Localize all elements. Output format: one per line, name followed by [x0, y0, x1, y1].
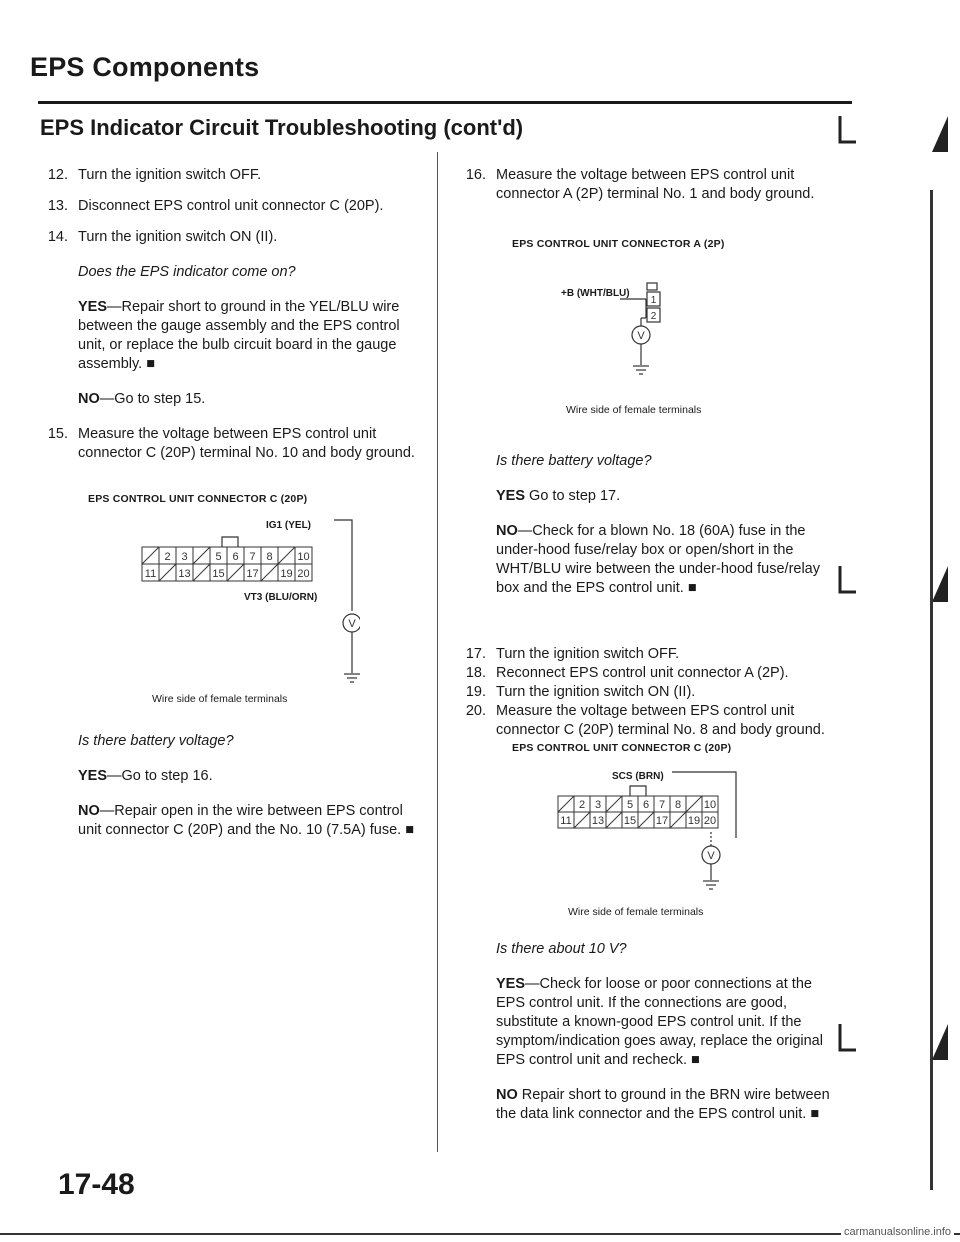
answer-no-3: NO—Check for a blown No. 18 (60A) fuse in the under-hood fuse/relay box or open/short in the WHT/BLU wire between the under-hood fuse/relay box and the EPS control unit. ■ — [496, 523, 820, 596]
question-indicator: Does the EPS indicator come on? — [78, 264, 296, 280]
svg-text:2: 2 — [650, 311, 657, 322]
pin-number: 11 — [560, 815, 572, 827]
pin-number: 5 — [215, 551, 222, 563]
step-19: 19. Turn the ignition switch ON (II). — [465, 684, 696, 700]
svg-text:V: V — [637, 330, 645, 342]
empty-cavity-mark — [193, 547, 210, 564]
step-20: 20. Measure the voltage between EPS control unit connector C (20P) terminal No. 8 and body ground. — [465, 703, 825, 738]
empty-cavity-mark — [142, 547, 159, 564]
pin-number: 19 — [280, 568, 293, 580]
connector-a-title: EPS CONTROL UNIT CONNECTOR A (2P) — [512, 238, 725, 250]
connector-pin-grid — [558, 796, 718, 828]
svg-text:V: V — [707, 850, 715, 862]
empty-cavity-mark — [686, 796, 702, 812]
left-column-lower — [78, 732, 428, 840]
empty-cavity-mark — [670, 812, 686, 828]
voltmeter-icon — [702, 832, 720, 880]
pin-number: 7 — [658, 799, 666, 811]
question-voltage-2: Is there battery voltage? — [496, 453, 652, 469]
wire-label-scs: SCS (BRN) — [612, 771, 664, 782]
voltmeter-icon — [343, 614, 360, 673]
title-divider — [38, 101, 852, 104]
question-voltage-1: Is there battery voltage? — [78, 733, 234, 749]
pin-number: 19 — [687, 815, 701, 827]
step-16: 16. Measure the voltage between EPS control unit connector A (2P) terminal No. 1 and body ground. — [465, 167, 815, 202]
ground-icon — [703, 881, 719, 889]
watermark: carmanualsonline.info — [841, 1226, 954, 1238]
page-number: 17-48 — [58, 1168, 135, 1201]
answer-yes-3: YES Go to step 17. — [496, 488, 621, 504]
pin-number: 15 — [212, 568, 225, 580]
pin-number: 10 — [297, 551, 310, 563]
caption-1: Wire side of female terminals — [152, 693, 288, 705]
left-column — [40, 166, 425, 463]
column-divider — [437, 152, 438, 1152]
connector-c-diagram-2 — [556, 766, 746, 896]
connector-a-diagram — [560, 280, 700, 380]
connector-pin-grid — [142, 547, 312, 581]
answer-yes-4: YES—Check for loose or poor connections at the EPS control unit. If the connections are good, substitute a known-good EPS control unit. If the symptom/indication goes away, replace the original EPS control unit and recheck. ■ — [496, 976, 823, 1068]
page-title: EPS Components — [30, 52, 260, 82]
answer-no-1: NO—Go to step 15. — [78, 391, 206, 407]
right-column — [458, 166, 828, 204]
empty-cavity-mark — [261, 564, 278, 581]
pin-number: 2 — [164, 551, 171, 563]
tab-mark-bottom — [836, 1020, 956, 1080]
step-15: 15. Measure the voltage between EPS control unit connector C (20P) terminal No. 10 and body ground. — [47, 426, 415, 461]
caption-2: Wire side of female terminals — [566, 404, 702, 416]
edge-bar — [930, 190, 933, 1190]
tab-mark-middle — [836, 562, 956, 622]
pin-number: 8 — [674, 799, 682, 811]
step-14: 14. Turn the ignition switch ON (II). — [47, 229, 278, 245]
empty-cavity-mark — [606, 796, 622, 812]
pin-number: 13 — [178, 568, 191, 580]
answer-no-2: NO—Repair open in the wire between EPS control unit connector C (20P) and the No. 10 (7.5A) fuse. ■ — [78, 803, 415, 838]
pin-number: 3 — [181, 551, 188, 563]
pin-number: 17 — [246, 568, 259, 580]
pin-number: 20 — [703, 815, 717, 827]
question-10v: Is there about 10 V? — [496, 941, 627, 957]
right-column-lower — [496, 940, 836, 1124]
right-column-mid — [496, 452, 836, 598]
step-13: 13. Disconnect EPS control unit connector C (20P). — [47, 198, 384, 214]
bottom-rule — [0, 1233, 960, 1235]
empty-cavity-mark — [193, 564, 210, 581]
pin-number: 6 — [642, 799, 650, 811]
answer-yes-1: YES—Repair short to ground in the YEL/BLU wire between the gauge assembly and the EPS control unit, or replace the bulb circuit board in the gauge assembly. ■ — [78, 299, 400, 372]
empty-cavity-mark — [278, 547, 295, 564]
empty-cavity-mark — [558, 796, 574, 812]
ground-icon — [633, 366, 649, 374]
empty-cavity-mark — [227, 564, 244, 581]
empty-cavity-mark — [638, 812, 654, 828]
wire-label-ig1: IG1 (YEL) — [266, 520, 312, 531]
pin-number: 13 — [591, 815, 605, 827]
pin-number: 8 — [266, 551, 273, 563]
pin-number: 17 — [655, 815, 669, 827]
right-steps — [458, 645, 828, 740]
empty-cavity-mark — [159, 564, 176, 581]
pin-number: 7 — [249, 551, 256, 563]
answer-yes-2: YES—Go to step 16. — [78, 768, 213, 784]
empty-cavity-mark — [606, 812, 622, 828]
pin-number: 20 — [297, 568, 310, 580]
pin-number: 11 — [144, 568, 157, 580]
pin-number: 5 — [626, 799, 634, 811]
step-12: 12. Turn the ignition switch OFF. — [47, 167, 262, 183]
empty-cavity-mark — [574, 812, 590, 828]
answer-no-4: NO Repair short to ground in the BRN wire between the data link connector and the EPS control unit. ■ — [496, 1087, 830, 1122]
connector-c-title-2: EPS CONTROL UNIT CONNECTOR C (20P) — [512, 742, 732, 754]
tab-mark-top — [836, 112, 956, 172]
connector-c-title-1: EPS CONTROL UNIT CONNECTOR C (20P) — [88, 493, 308, 505]
svg-text:1: 1 — [650, 295, 657, 306]
step-18: 18. Reconnect EPS control unit connector A (2P). — [465, 665, 789, 681]
pin-number: 2 — [578, 799, 586, 811]
step-17: 17. Turn the ignition switch OFF. — [465, 646, 680, 662]
svg-text:V: V — [348, 618, 356, 630]
pin-number: 3 — [594, 799, 602, 811]
section-subtitle: EPS Indicator Circuit Troubleshooting (cont'd) — [40, 115, 524, 140]
pin-number: 10 — [703, 799, 717, 811]
wire-label-b: +B (WHT/BLU) — [561, 288, 630, 299]
ground-icon — [344, 674, 360, 682]
caption-3: Wire side of female terminals — [568, 906, 704, 918]
pin-number: 6 — [232, 551, 239, 563]
connector-c-diagram-1 — [140, 515, 360, 685]
pin-number: 15 — [623, 815, 637, 827]
voltmeter-icon — [632, 318, 650, 365]
wire-label-vt3: VT3 (BLU/ORN) — [244, 592, 318, 603]
